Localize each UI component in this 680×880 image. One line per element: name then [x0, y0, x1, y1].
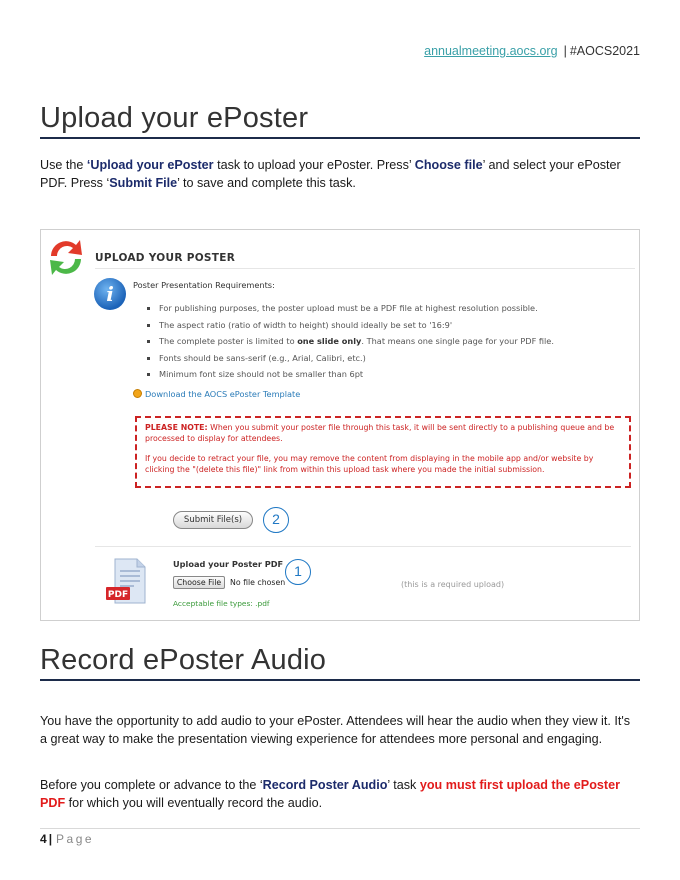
- upload-intro: [40, 156, 640, 192]
- download-template-label: Download the AOCS ePoster Template: [145, 389, 301, 399]
- audio-instruction: [40, 776, 640, 812]
- page-label: Page: [56, 832, 95, 846]
- requirements-list: [147, 300, 627, 383]
- no-file-chosen: No file chosen: [230, 578, 286, 587]
- section-title-audio: Record ePoster Audio: [40, 644, 640, 681]
- download-template-link[interactable]: [133, 389, 300, 399]
- audio-text-1: Before you complete or advance to the ‘: [40, 778, 263, 792]
- intro-text-1: Use the: [40, 158, 87, 172]
- pdf-file-icon: [105, 557, 149, 607]
- footer-bar: |: [48, 832, 53, 846]
- section-title-upload: Upload your ePoster: [40, 102, 640, 139]
- panel-title: UPLOAD YOUR POSTER: [95, 252, 236, 264]
- note-text: When you submit your poster file through this task, it will be sent directly to a publishing queue and be processed to display for attendees.: [145, 423, 615, 443]
- requirement-item: For publishing purposes, the poster upload must be a PDF file at highest resolution possible.: [147, 300, 627, 317]
- info-icon: i: [94, 278, 126, 310]
- intro-bold-upload: ‘Upload your ePoster: [86, 158, 214, 172]
- upload-pdf-label: Upload your Poster PDF: [173, 559, 284, 569]
- requirements-title: Poster Presentation Requirements:: [133, 280, 275, 290]
- acceptable-file-types: Acceptable file types: .pdf: [173, 599, 270, 608]
- intro-bold-submit: Submit File: [109, 176, 178, 190]
- intro-text-4: ’ to save and complete this task.: [177, 176, 356, 190]
- page-number: 4: [40, 832, 47, 846]
- requirement-item: [147, 333, 627, 350]
- callout-2: 2: [263, 507, 289, 533]
- intro-bold-choose: Choose file: [414, 158, 483, 172]
- page-header: [424, 44, 640, 58]
- audio-bold-task: Record Poster Audio: [262, 778, 388, 792]
- please-note-box: [135, 416, 631, 488]
- upload-divider: [95, 546, 631, 547]
- download-icon: [133, 389, 142, 398]
- intro-text-2: task to upload your ePoster. Press’: [213, 158, 415, 172]
- refresh-icon: [45, 236, 87, 278]
- requirement-item: Minimum font size should not be smaller than 6pt: [147, 366, 627, 383]
- requirement-text: The complete poster is limited to: [159, 336, 298, 346]
- note-paragraph-1: [145, 423, 621, 444]
- upload-poster-screenshot: [40, 229, 640, 621]
- callout-1: 1: [285, 559, 311, 585]
- requirement-text: . That means one single page for your PDF file.: [361, 336, 554, 346]
- header-separator: |: [563, 44, 567, 58]
- pdf-badge: PDF: [107, 590, 129, 600]
- footer-divider: [40, 828, 640, 829]
- requirement-bold: one slide only: [297, 336, 362, 346]
- required-upload-note: (this is a required upload): [401, 580, 505, 589]
- audio-text-2: ’ task: [387, 778, 420, 792]
- audio-intro: You have the opportunity to add audio to your ePoster. Attendees will hear the audio when they view it. It's a great way to make the presentation viewing experience for attendees more personal and engaging.: [40, 714, 631, 746]
- submit-files-button[interactable]: Submit File(s): [173, 511, 253, 529]
- audio-warning: you must first upload the ePoster PDF: [40, 778, 620, 810]
- header-hashtag: #AOCS2021: [569, 44, 640, 58]
- choose-file-button[interactable]: Choose File: [173, 576, 225, 589]
- note-paragraph-2: If you decide to retract your file, you may remove the content from displaying in the mobile app and/or website by clicking the "(delete this file)" link from within this upload task where you made the initial submission.: [145, 454, 594, 474]
- requirement-item: Fonts should be sans-serif (e.g., Arial, Calibri, etc.): [147, 350, 627, 367]
- note-label: PLEASE NOTE:: [145, 423, 208, 432]
- audio-text-3: for which you will eventually record the audio.: [65, 796, 323, 810]
- requirement-item: The aspect ratio (ratio of width to height) should ideally be set to '16:9': [147, 317, 627, 334]
- page-footer: [40, 832, 94, 846]
- header-link[interactable]: annualmeeting.aocs.org: [424, 44, 558, 58]
- intro-text-3: ’ and select your ePoster PDF. Press ‘: [40, 158, 621, 190]
- panel-divider: [95, 268, 635, 269]
